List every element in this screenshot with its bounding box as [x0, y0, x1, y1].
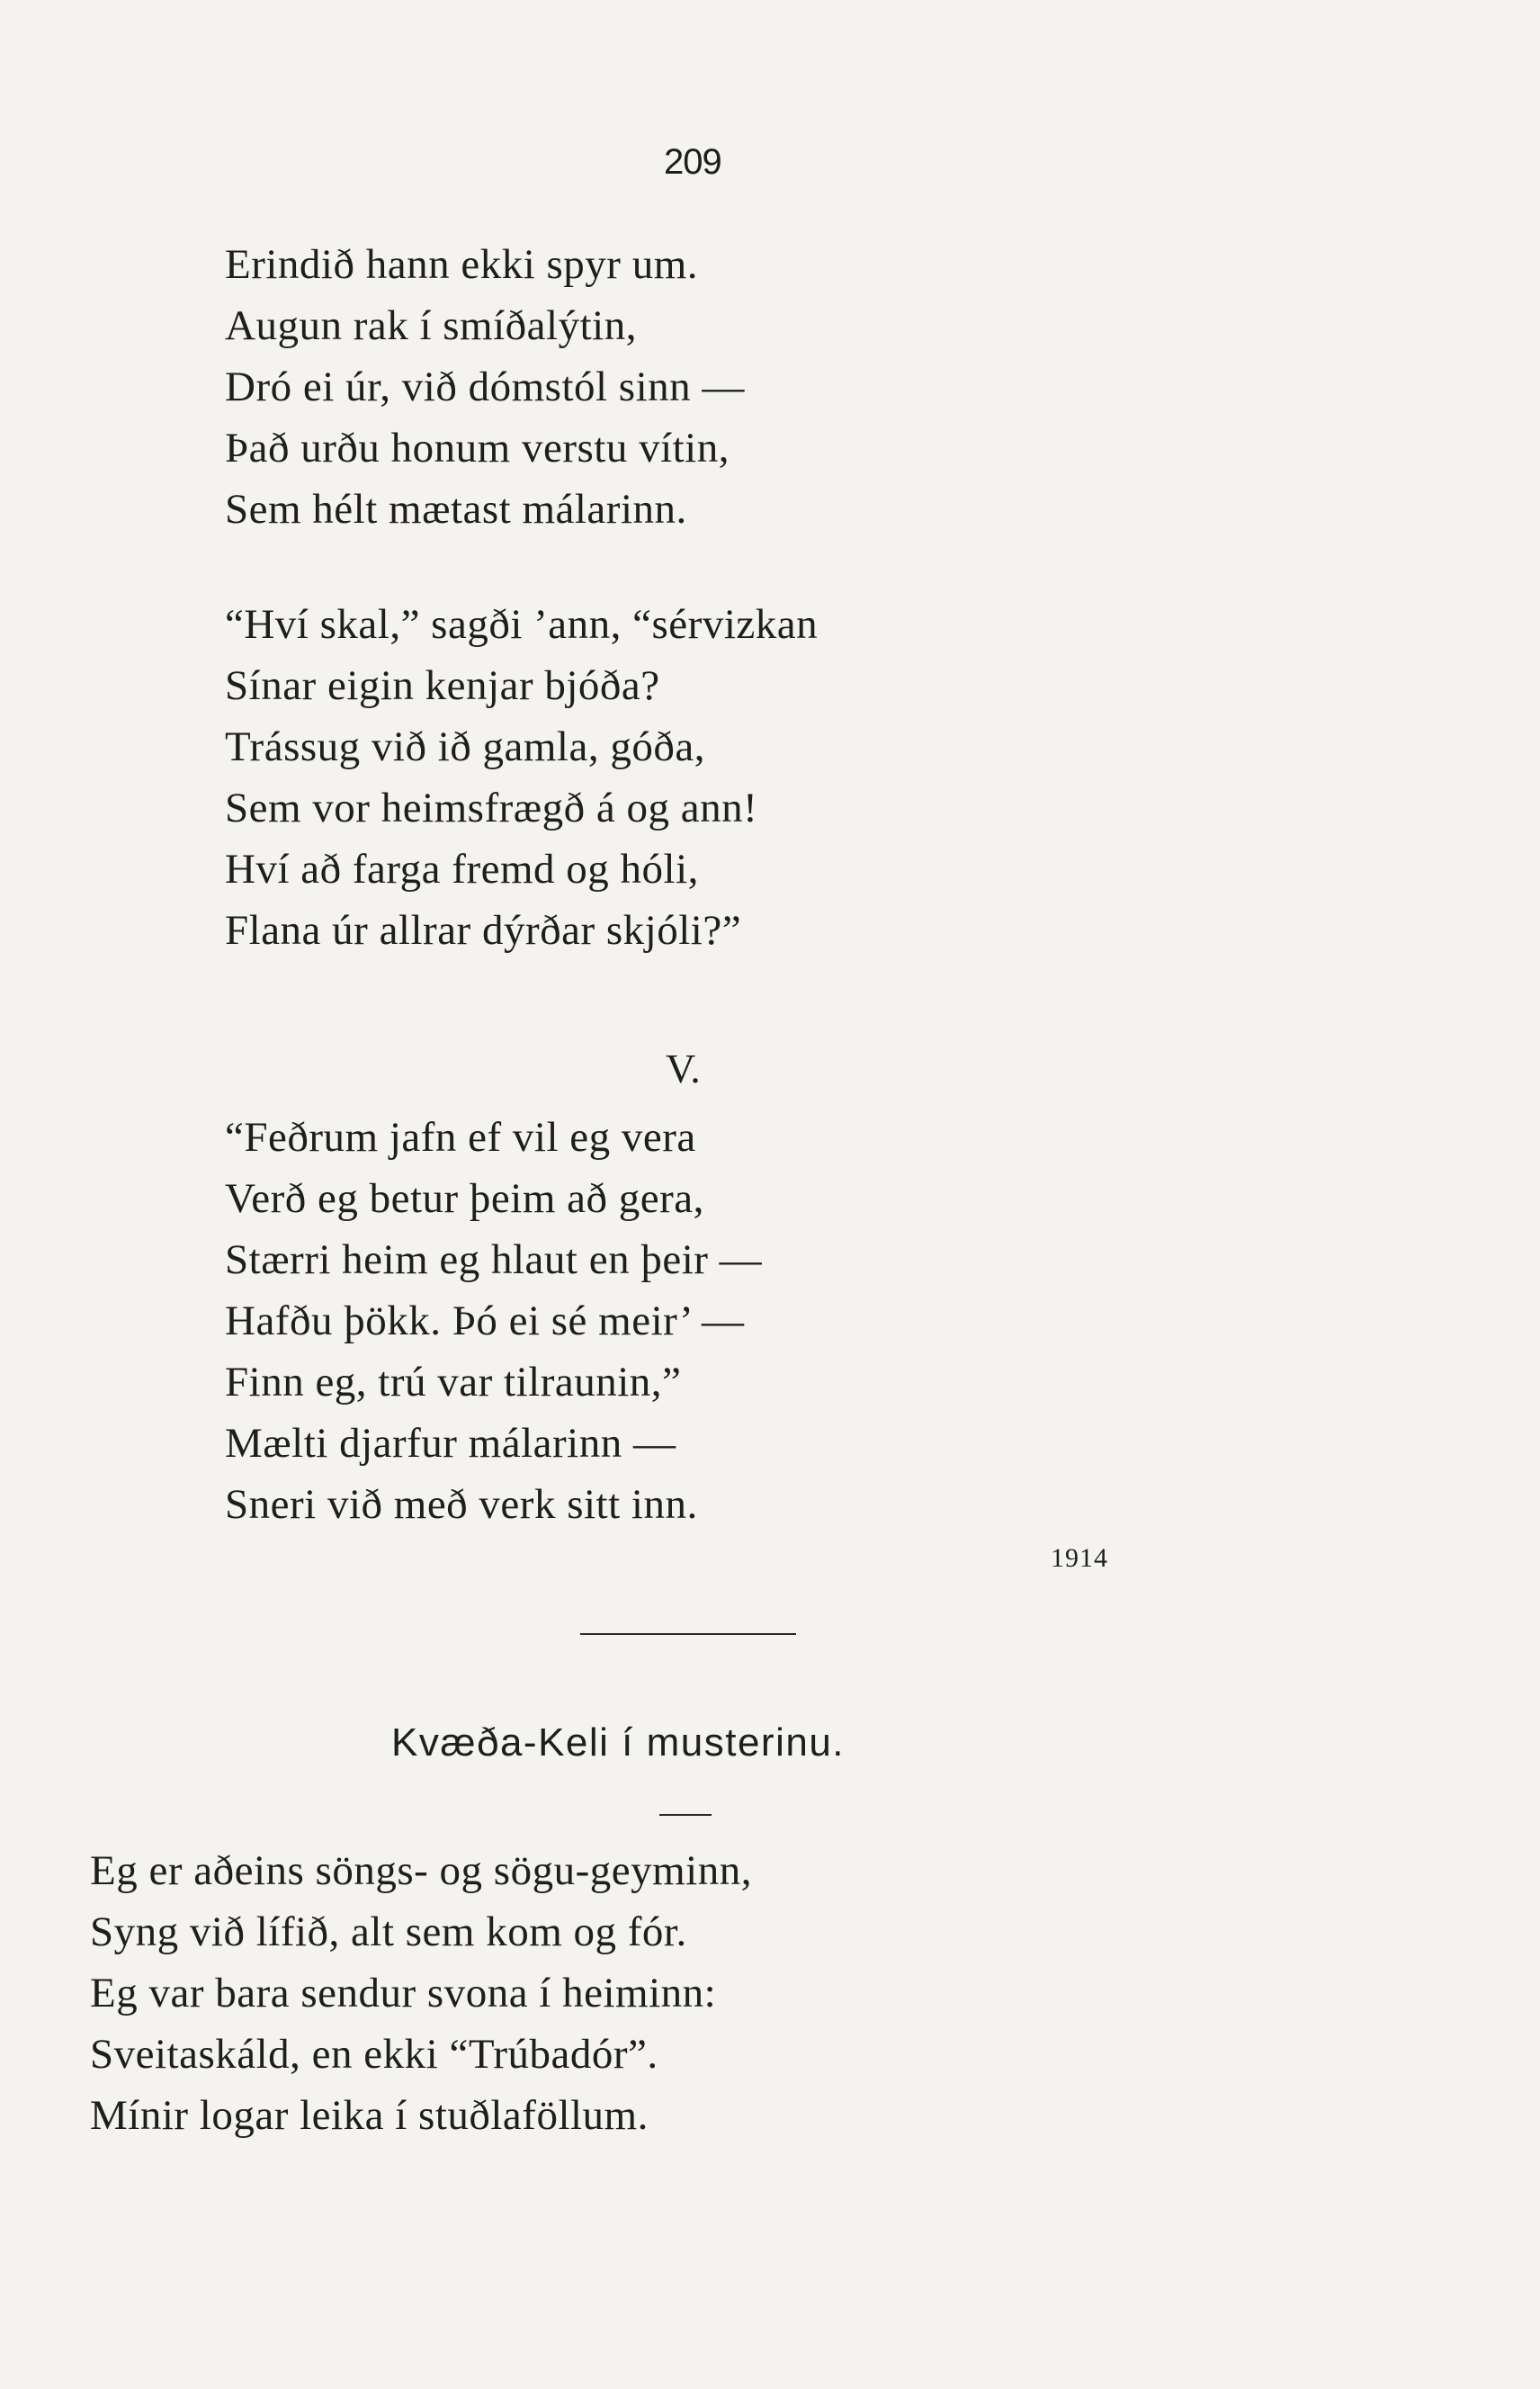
verse-line: Trássug við ið gamla, góða, — [225, 723, 705, 770]
verse-line: Sem hélt mætast málarinn. — [225, 486, 687, 533]
verse-line: “Hví skal,” sagði ’ann, “sérvizkan — [225, 601, 819, 648]
stanza — [225, 234, 745, 540]
stanza — [90, 1840, 752, 2146]
title-underline — [659, 1814, 712, 1816]
poem-title: Kvæða-Keli í musterinu. — [391, 1720, 846, 1765]
poem-year: 1914 — [1051, 1543, 1108, 1573]
section-divider — [580, 1633, 796, 1635]
verse-line: Sínar eigin kenjar bjóða? — [225, 662, 660, 709]
verse-line: Sem vor heimsfrægð á og ann! — [225, 785, 758, 831]
verse-line: Augun rak í smíðalýtin, — [225, 302, 637, 349]
stanza — [225, 1107, 762, 1535]
verse-line: Eg var bara sendur svona í heiminn: — [90, 1970, 717, 2016]
verse-line: Sneri við með verk sitt inn. — [225, 1481, 698, 1528]
verse-line: Erindið hann ekki spyr um. — [225, 241, 699, 288]
verse-line: Það urðu honum verstu vítin, — [225, 425, 730, 472]
verse-line: Sveitaskáld, en ekki “Trúbadór”. — [90, 2031, 658, 2078]
verse-line: Hví að farga fremd og hóli, — [225, 846, 699, 893]
section-numeral: V. — [666, 1046, 701, 1091]
verse-line: Verð eg betur þeim að gera, — [225, 1175, 704, 1222]
verse-line: Dró ei úr, við dómstól sinn — — [225, 364, 745, 410]
verse-line: Flana úr allrar dýrðar skjóli?” — [225, 907, 742, 954]
verse-line: “Feðrum jafn ef vil eg vera — [225, 1114, 696, 1161]
verse-line: Finn eg, trú var tilraunin,” — [225, 1359, 682, 1406]
verse-line: Eg er aðeins söngs- og sögu-geyminn, — [90, 1847, 752, 1894]
verse-line: Mælti djarfur málarinn — — [225, 1420, 676, 1467]
verse-line: Hafðu þökk. Þó ei sé meir’ — — [225, 1298, 745, 1344]
stanza — [225, 594, 818, 961]
verse-line: Syng við lífið, alt sem kom og fór. — [90, 1909, 687, 1955]
page-number: 209 — [664, 142, 721, 182]
verse-line: Mínir logar leika í stuðlaföllum. — [90, 2092, 649, 2139]
verse-line: Stærri heim eg hlaut en þeir — — [225, 1236, 763, 1283]
